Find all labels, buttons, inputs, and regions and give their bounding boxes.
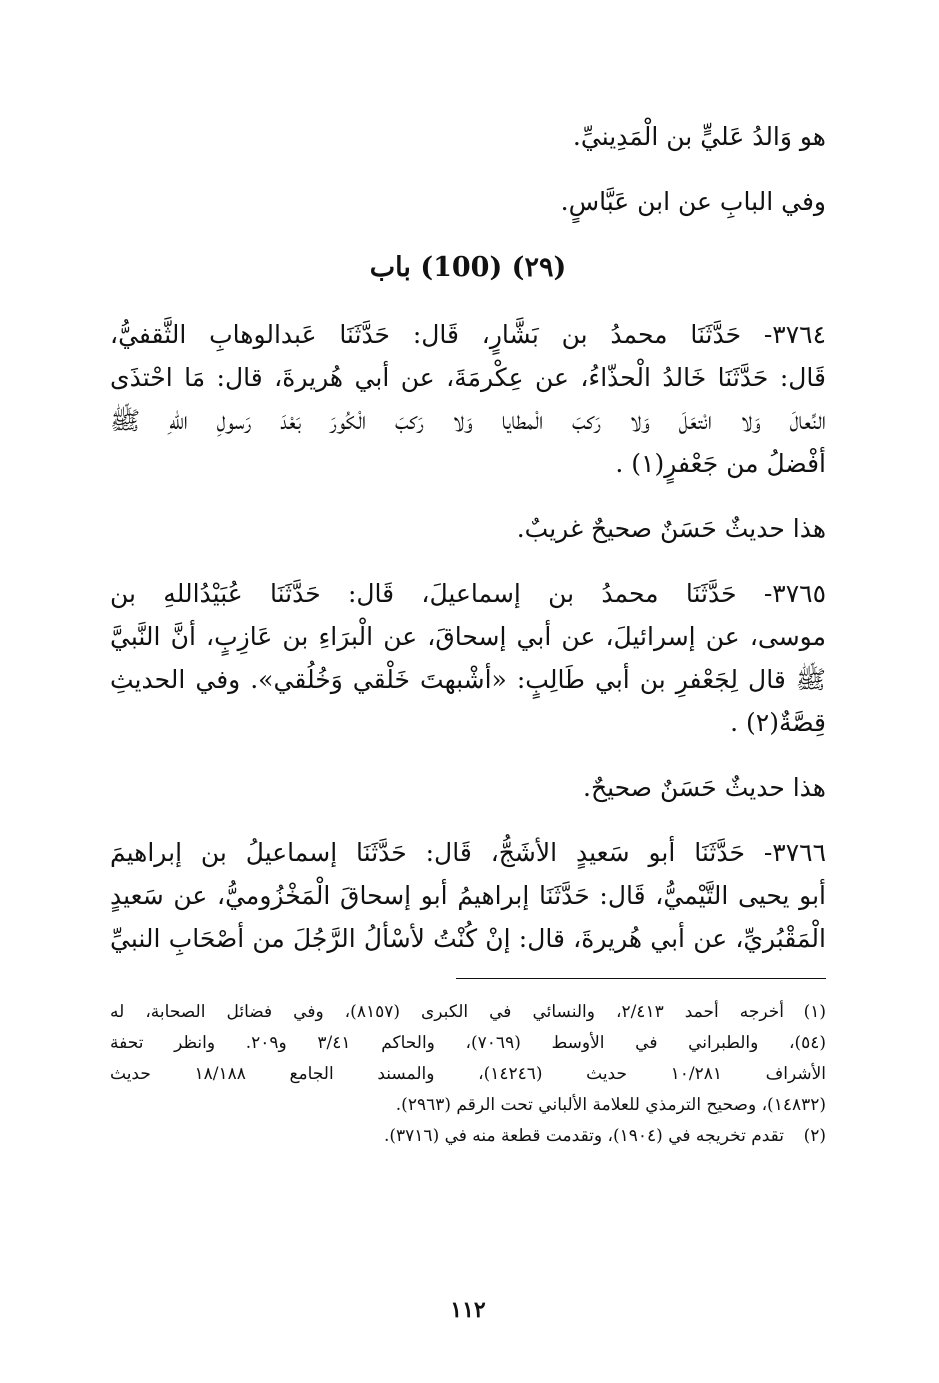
hadith-line: قِصَّةٌ(٢) . [730, 708, 826, 737]
footnote-marker: (٢) [803, 1126, 826, 1146]
footnote-line: (١٤٨٣٢)، وصحيح الترمذي للعلامة الألباني تحت الرقم (٢٩٦٣). [395, 1095, 826, 1115]
hadith-grade: هذا حديثٌ حَسَنٌ صحيحٌ. [583, 773, 826, 802]
hadith-3765 [110, 572, 826, 809]
hadith-line: ٣٧٦٤- حَدَّثَنَا محمدُ بن بَشَّارٍ، قَال: حَدَّثَنَا عَبدالوهابِ الثَّقفيُّ، [110, 320, 826, 349]
hadith-line: النِّعالَ وَلا انْتعَلَ وَلا رَكبَ الْمطايا وَلا رَكبَ الْكُورَ بَعْدَ رَسولِ اللهِ ﷺ [110, 406, 826, 435]
footnote-line: (٥٤)، والطبراني في الأوسط (٧٠٦٩)، والحاكم ٣/٤١ و٢٠٩. وانظر تحفة [110, 1033, 826, 1053]
footnotes [110, 997, 826, 1152]
footnote-text: تقدم تخريجه في (١٩٠٤)، وتقدمت قطعة منه في (٣٧١٦). [383, 1126, 784, 1146]
hadith-3766 [110, 831, 826, 960]
footnote-line [110, 997, 826, 1028]
hadith-line: قَال: حَدَّثَنَا خَالدُ الْحذّاءُ، عن عِكْرمَةَ، عن أبي هُريرةَ، قال: مَا احْتذَى [110, 363, 826, 392]
footnote-2 [110, 1121, 826, 1152]
intro-line: هو وَالدُ عَليٍّ بن الْمَدِينيِّ. [572, 122, 826, 151]
footnote-text: أخرجه أحمد ٢/٤١٣، والنسائي في الكبرى (٨١٥٧)، وفي فضائل الصحابة، له [110, 1002, 784, 1022]
hadith-line: ﷺ قال لِجَعْفرِ بن أبي طَالِبٍ: «أشْبهتَ خَلْقي وَخُلُقي». وفي الحديثِ [110, 665, 826, 694]
section-heading: (٢٩) (100) باب [369, 252, 567, 283]
hadith-line: ٣٧٦٦- حَدَّثَنَا أبو سَعيدٍ الأشَجُّ، قَال: حَدَّثَنَا إسماعيلُ بن إبراهيمَ [110, 838, 826, 867]
hadith-line: الْمَقْبُريِّ، عن أبي هُريرةَ، قال: إنْ كُنْتُ لأسْألُ الرَّجُلَ من أصْحَابِ النبيِّ [110, 924, 826, 953]
hadith-line: موسى، عن إسرائيلَ، عن أبي إسحاقَ، عن الْبرَاءِ بن عَازِبٍ، أنَّ النَّبيَّ [110, 622, 826, 651]
footnote-line [110, 1121, 826, 1152]
footnote-line: الأشراف ١٠/٢٨١ حديث (١٤٢٤٦)، والمسند الجامع ١٨/١٨٨ حديث [110, 1064, 826, 1084]
hadith-grade: هذا حديثٌ حَسَنٌ صحيحٌ غريبٌ. [516, 514, 826, 543]
page-number: ١١٢ [450, 1297, 486, 1323]
hadith-line: أفْضلُ من جَعْفرٍ(١) . [615, 449, 826, 478]
footnote-divider [456, 978, 826, 979]
hadith-line: ٣٧٦٥- حَدَّثَنَا محمدُ بن إسماعيلَ، قَال: حَدَّثَنَا عُبَيْدُاللهِ بن [110, 579, 826, 608]
hadith-3764 [110, 313, 826, 550]
intro-line: وفي البابِ عن ابن عَبَّاسٍ. [560, 187, 826, 216]
hadith-line: أبو يحيى التَّيْميُّ، قَال: حَدَّثَنَا إبراهيمُ أبو إسحاقَ الْمَخْزُوميُّ، عن سَعيدٍ [110, 881, 826, 910]
book-page [110, 115, 826, 1345]
footnote-1 [110, 997, 826, 1121]
footnote-marker: (١) [803, 1002, 826, 1022]
